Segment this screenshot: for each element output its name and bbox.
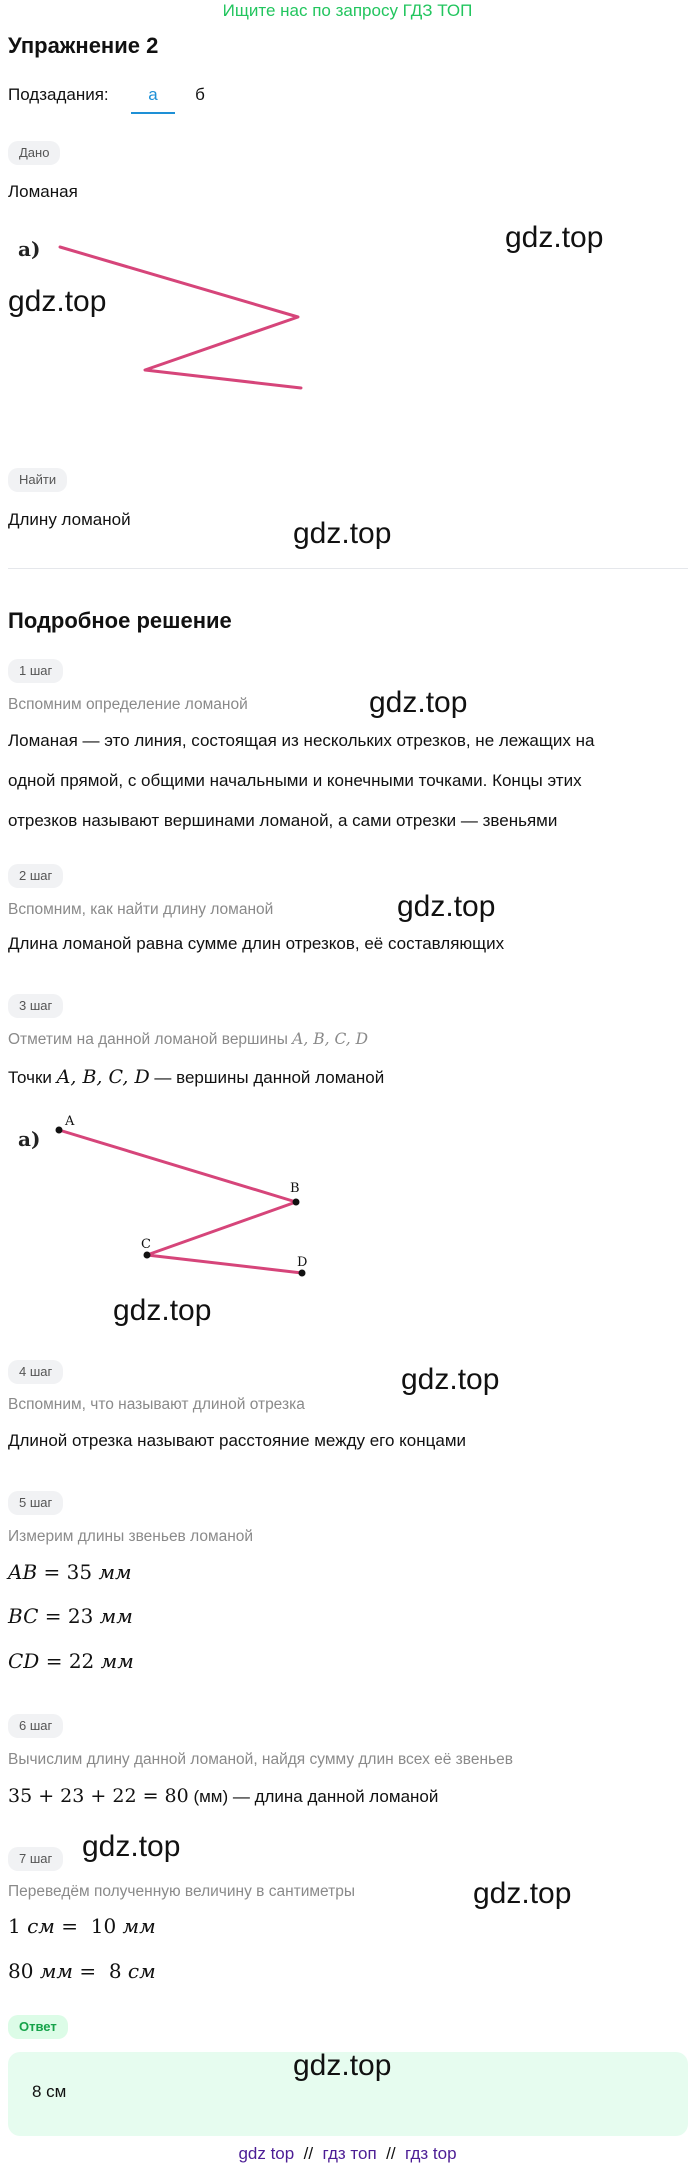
find-pill: Найти — [8, 468, 67, 492]
segment-cd-length — [8, 1646, 134, 1676]
conv2-right-unit: см — [127, 1959, 156, 1983]
step-1-pill-wrap — [8, 659, 63, 683]
footer-separator: // — [376, 2144, 406, 2163]
vertices-polyline — [59, 1130, 302, 1273]
step-6-pill: 6 шаг — [8, 1714, 63, 1738]
segment-bc-lhs: BC — [8, 1604, 39, 1628]
footer-separator: // — [294, 2144, 323, 2163]
footer-link-gdz-top-ru[interactable]: гдз топ — [322, 2144, 377, 2163]
vertices-figure-label: а) — [18, 1127, 41, 1151]
step-6-math: 35 + 23 + 22 = 80 — [8, 1785, 189, 1807]
footer-link-gdz-top-mixed[interactable]: гдз top — [405, 2144, 457, 2163]
given-pill-wrap — [8, 141, 60, 165]
step-7-hint: Переведём полученную величину в сантиметры — [8, 1883, 356, 1900]
vertices-polyline-figure — [8, 1108, 318, 1288]
step-3-text-math: A, B, C, D — [56, 1066, 150, 1088]
exercise-title: Упражнение 2 — [8, 33, 159, 58]
find-text: Длину ломаной — [8, 510, 131, 529]
answer-pill: Ответ — [8, 2015, 68, 2039]
watermark: gdz.top — [113, 1294, 212, 1327]
vertex-b-dot — [293, 1199, 300, 1206]
segment-ab-lhs: AB — [8, 1560, 38, 1584]
step-3-hint — [8, 1027, 368, 1052]
given-figure-label: а) — [18, 237, 41, 261]
step-6-pill-wrap — [8, 1714, 63, 1738]
watermark: gdz.top — [505, 221, 604, 254]
step-2-hint: Вспомним, как найти длину ломаной — [8, 901, 274, 918]
step-1-pill: 1 шаг — [8, 659, 63, 683]
vertex-d-dot — [299, 1270, 306, 1277]
conv2-left-value: 80 — [8, 1959, 34, 1983]
conv1-left-value: 1 — [8, 1914, 21, 1938]
vertex-a-dot — [56, 1127, 63, 1134]
step-1-text — [8, 721, 688, 841]
step-2-pill-wrap — [8, 864, 63, 888]
segment-bc-value: = 23 — [44, 1604, 94, 1628]
conv1-left-unit: см — [27, 1914, 55, 1938]
step-1-hint: Вспомним определение ломаной — [8, 696, 248, 713]
step-4-text: Длиной отрезка называют расстояние между его концами — [8, 1431, 467, 1450]
step-1-line: отрезков называют вершинами ломаной, а сами отрезки — звеньями — [8, 811, 558, 830]
given-text: Ломаная — [8, 182, 78, 201]
subtasks-label: Подзадания: — [8, 85, 109, 104]
segment-bc-length — [8, 1601, 133, 1631]
tab-b[interactable]: б — [195, 85, 205, 104]
conv1-right-value: = 10 — [61, 1914, 117, 1938]
given-pill: Дано — [8, 141, 60, 165]
footer-links — [0, 2142, 695, 2166]
step-4-hint: Вспомним, что называют длиной отрезка — [8, 1396, 305, 1413]
watermark: gdz.top — [397, 890, 496, 923]
conversion-line-2 — [8, 1956, 156, 1986]
step-1-line: одной прямой, с общими начальными и конечными точками. Концы этих — [8, 771, 582, 790]
vertex-d-label: D — [297, 1255, 308, 1270]
step-6-hint: Вычислим длину данной ломаной, найдя сумму длин всех её звеньев — [8, 1751, 513, 1768]
watermark: gdz.top — [401, 1363, 500, 1396]
conv1-right-unit: мм — [122, 1914, 156, 1938]
watermark: gdz.top — [369, 686, 468, 719]
step-3-pill: 3 шаг — [8, 994, 63, 1018]
step-3-text-suffix: — вершины данной ломаной — [149, 1068, 385, 1087]
conv2-right-value: = 8 — [79, 1959, 122, 1983]
step-2-text: Длина ломаной равна сумме длин отрезков, её составляющих — [8, 934, 505, 953]
step-3-hint-prefix: Отметим на данной ломаной вершины — [8, 1031, 293, 1048]
vertex-c-label: C — [141, 1237, 151, 1252]
watermark: gdz.top — [293, 2049, 392, 2082]
conversion-line-1 — [8, 1911, 156, 1941]
answer-value: 8 см — [32, 2082, 67, 2101]
footer-link-gdz-top[interactable]: gdz top — [238, 2144, 295, 2163]
step-4-pill: 4 шаг — [8, 1360, 63, 1384]
tab-active-underline — [131, 112, 175, 114]
step-7-pill: 7 шаг — [8, 1847, 63, 1871]
step-7-pill-wrap — [8, 1847, 63, 1871]
conv2-left-unit: мм — [39, 1959, 73, 1983]
step-6-suffix: (мм) — длина данной ломаной — [188, 1787, 439, 1806]
step-6-text — [8, 1776, 688, 1817]
solution-title: Подробное решение — [8, 608, 232, 633]
answer-pill-wrap — [8, 2015, 68, 2039]
step-3-text-prefix: Точки — [8, 1068, 57, 1087]
segment-ab-value: = 35 — [43, 1560, 93, 1584]
watermark: gdz.top — [473, 1877, 572, 1910]
top-banner: Ищите нас по запросу ГДЗ ТОП — [222, 1, 473, 20]
step-3-pill-wrap — [8, 994, 63, 1018]
step-4-pill-wrap — [8, 1360, 63, 1384]
step-1-line: Ломаная — это линия, состоящая из нескольких отрезков, не лежащих на — [8, 731, 595, 750]
watermark: gdz.top — [293, 517, 392, 550]
vertex-b-label: B — [290, 1181, 300, 1196]
step-3-text — [8, 1057, 688, 1098]
segment-cd-unit: мм — [100, 1649, 134, 1673]
watermark: gdz.top — [82, 1830, 181, 1863]
watermark: gdz.top — [8, 285, 107, 318]
segment-ab-length — [8, 1557, 132, 1587]
vertex-c-dot — [144, 1252, 151, 1259]
divider — [8, 568, 688, 569]
step-5-hint: Измерим длины звеньев ломаной — [8, 1528, 254, 1545]
step-3-hint-math: A, B, C, D — [292, 1030, 369, 1048]
vertex-a-label: A — [65, 1114, 75, 1129]
segment-cd-value: = 22 — [45, 1649, 95, 1673]
segment-ab-unit: мм — [98, 1560, 132, 1584]
segment-cd-lhs: CD — [8, 1649, 40, 1673]
tab-a[interactable]: а — [148, 85, 158, 104]
step-2-pill: 2 шаг — [8, 864, 63, 888]
find-pill-wrap — [8, 468, 67, 492]
step-5-pill: 5 шаг — [8, 1491, 63, 1515]
step-5-pill-wrap — [8, 1491, 63, 1515]
segment-bc-unit: мм — [99, 1604, 133, 1628]
